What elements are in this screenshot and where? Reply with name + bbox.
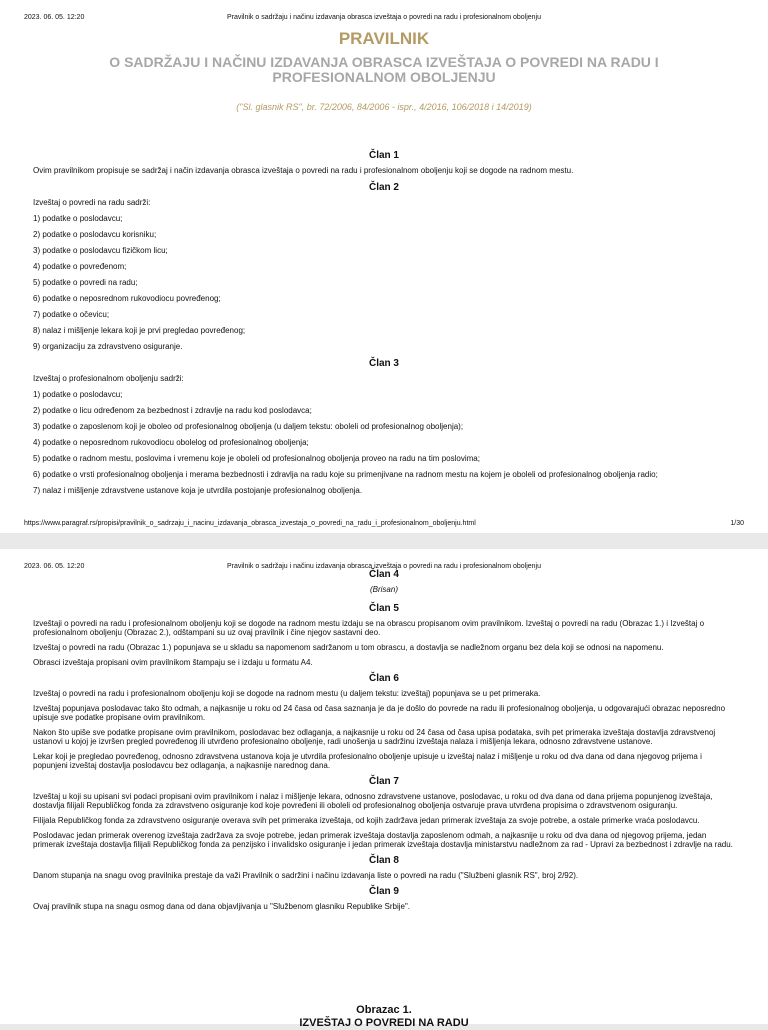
article-paragraph: Ovim pravilnikom propisuje se sadržaj i način izdavanja obrasca izveštaja o povredi na radu i profesionalnom oboljenju koji se dogode na radnom mestu. bbox=[33, 166, 574, 175]
article-heading: Član 8 bbox=[368, 855, 399, 866]
source-url-link[interactable]: https://www.paragraf.rs/propisi/pravilnik_o_sadrzaju_i_nacinu_izdavanja_obrasca_izvestaja_o_povredi_na_radu_i_profesionalnom_oboljenju.html bbox=[24, 520, 476, 527]
article-paragraph: Filijala Republičkog fonda za zdravstveno osiguranje overava svih pet primeraka izveštaja, od kojih zadržava jedan primerak izveštaja za svoje potrebe, a ostale primerke vraća poslodavcu. bbox=[33, 816, 700, 825]
document-title: PRAVILNIK bbox=[338, 29, 430, 48]
article-paragraph: Obrasci izveštaja propisani ovim pravilnikom štampaju se i izdaju u formatu A4. bbox=[33, 658, 313, 667]
article-heading: Član 3 bbox=[368, 358, 399, 369]
page-footer bbox=[24, 519, 744, 529]
list-item: 4) podatke o neposrednom rukovodiocu obolelog od profesionalnog oboljenja; bbox=[33, 438, 309, 447]
article-paragraph: Izveštaj o povredi na radu (Obrazac 1.) popunjava se u skladu sa napomenom sadržanom u tom obrascu, a dostavlja se nadležnom organu bez dela koji se odnosi na napomenu. bbox=[33, 643, 664, 652]
page-number: 1/30 bbox=[730, 520, 744, 527]
page2-content bbox=[33, 569, 735, 917]
article-paragraph: Izveštaj u koji su upisani svi podaci propisani ovim pravilnikom i nalaz i mišljenje lekara, odnosno zdravstvene ustanove, poslodavac, u roku od dva dana od dana prijema popunjenog izveštaja, dostavlja filijali Republičkog fonda za zdravstveno osiguranje kod koje povređeni ili oboleli od profesionalnog oboljenja ostvaruje prava utvrđena propisima o zdravstvenom osiguranju. bbox=[33, 792, 713, 810]
list-item: 3) podatke o zaposlenom koji je oboleo od profesionalnog oboljenja (u daljem tekstu: oboleli od profesionalnog oboljenja); bbox=[33, 422, 464, 431]
list-item: 6) podatke o neposrednom rukovodiocu povređenog; bbox=[33, 294, 221, 303]
article-note: (Brisan) bbox=[369, 585, 398, 594]
list-item: 7) podatke o očevicu; bbox=[33, 310, 110, 319]
article-paragraph: Izveštaj popunjava poslodavac tako što odmah, a najkasnije u roku od 24 časa od časa saznanja je da je došlo do povrede na radu ili profesionalnog oboljenja, u odgovarajući obrazac neposredno upisuje sve podatke propisane ovim pravilnikom. bbox=[33, 704, 726, 722]
list-intro: Izveštaj o profesionalnom oboljenju sadrži: bbox=[33, 374, 184, 383]
list-item: 3) podatke o poslodavcu fizičkom licu; bbox=[33, 246, 168, 255]
article-heading: Član 2 bbox=[368, 182, 399, 193]
document-subtitle: O SADRŽAJU I NAČINU IZDAVANJA OBRASCA IZVEŠTAJA O POVREDI NA RADU I PROFESIONALNOM OBOLJENJU bbox=[109, 54, 659, 85]
article-heading: Član 5 bbox=[368, 603, 399, 614]
article-heading: Član 9 bbox=[368, 886, 399, 897]
list-item: 5) podatke o radnom mestu, poslovima i vremenu koje je oboleli od profesionalnog oboljenja proveo na radu na tim poslovima; bbox=[33, 454, 480, 463]
article-paragraph: Izveštaj o povredi na radu i profesionalnom oboljenju koji se dogode na radnom mestu (u daljem tekstu: izveštaj) popunjava se u pet primeraka. bbox=[33, 689, 541, 698]
article-paragraph: Danom stupanja na snagu ovog pravilnika prestaje da važi Pravilnik o sadržini i načinu izdavanja liste o povredi na radu ("Službeni glasnik RS", broj 2/92). bbox=[33, 871, 579, 880]
list-item: 1) podatke o poslodavcu; bbox=[33, 390, 123, 399]
article-paragraph: Izveštaji o povredi na radu i profesionalnom oboljenju koji se dogode na radnom mestu izdaju se na obrascu propisanom ovim pravilnikom. Izveštaj o povredi na radu (Obrazac 1.) i Izveštaj o profesionalnom oboljenju (Obrazac 2.), odštampani su uz ovaj pravilnik i čine njegov sastavni deo. bbox=[33, 619, 705, 637]
article-paragraph: Lekar koji je pregledao povređenog, odnosno zdravstvena ustanova koja je utvrdila profesionalno oboljenje upisuje u izveštaj nalaz i mišljenje u roku od dva dana od dana njegovog prijema i popunjeni izveštaj dostavlja poslodavcu bez odlaganja, a najkasnije narednog dana. bbox=[33, 752, 702, 770]
article-heading: Član 1 bbox=[368, 150, 399, 161]
article-heading: Član 6 bbox=[368, 673, 399, 684]
list-item: 5) podatke o povredi na radu; bbox=[33, 278, 138, 287]
article-heading: Član 7 bbox=[368, 776, 399, 787]
list-item: 8) nalaz i mišljenje lekara koji je prvi pregledao povređenog; bbox=[33, 326, 246, 335]
list-item: 7) nalaz i mišljenje zdravstvene ustanove koja je utvrdila postojanje profesionalnog oboljenja. bbox=[33, 486, 363, 495]
list-item: 9) organizaciju za zdravstveno osiguranje. bbox=[33, 342, 183, 351]
article-paragraph: Nakon što upiše sve podatke propisane ovim pravilnikom, poslodavac bez odlaganja, a najkasnije u roku od 24 časa od časa upisa podataka, svih pet primeraka izveštaja dostavlja zdravstvenoj ustanovi u kojoj je izvršen pregled povređenog ili utvrđeno profesionalno oboljenje, radi unošenja u sadržinu izveštaja nalaza i mišljenja lekara, odnosno zdravstvene ustanove. bbox=[33, 728, 716, 746]
list-item: 2) podatke o licu određenom za bezbednost i zdravlje na radu kod poslodavca; bbox=[33, 406, 312, 415]
header-date: 2023. 06. 05. 12:20 bbox=[24, 14, 85, 21]
header-title: Pravilnik o sadržaju i načinu izdavanja obrasca izveštaja o povredi na radu i profesionalnom oboljenju bbox=[226, 563, 541, 570]
list-item: 4) podatke o povređenom; bbox=[33, 262, 127, 271]
article-paragraph: Poslodavac jedan primerak overenog izveštaja zadržava za svoje potrebe, jedan primerak izveštaja dostavlja zaposlenom odmah, a najkasnije u roku od dva dana od njegovog prijema, jedan primerak izveštaja dostavlja filijali Republičkog fonda za penzijsko i invalidsko osiguranje i jedan primerak izveštaja dostavlja ministarstvu nadležnom za rad - Upravi za bezbednost i zdravlje na radu. bbox=[33, 831, 733, 849]
list-item: 6) podatke o vrsti profesionalnog oboljenja i merama bezbednosti i zdravlja na radu koje su primenjivane na radnom mestu na kojem je oboleli od profesionalnog oboljenja radio; bbox=[33, 470, 658, 479]
list-intro: Izveštaj o povredi na radu sadrži: bbox=[33, 198, 151, 207]
form-title: Obrazac 1. bbox=[356, 1004, 412, 1016]
header-date: 2023. 06. 05. 12:20 bbox=[24, 563, 85, 570]
list-item: 1) podatke o poslodavcu; bbox=[33, 214, 123, 223]
page-header bbox=[24, 13, 744, 23]
form-subtitle: IZVEŠTAJ O POVREDI NA RADU bbox=[299, 1017, 469, 1029]
page1-content bbox=[33, 150, 735, 502]
gazette-reference: ("Sl. glasnik RS", br. 72/2006, 84/2006 - ispr., 4/2016, 106/2018 i 14/2019) bbox=[236, 102, 532, 112]
header-title: Pravilnik o sadržaju i načinu izdavanja obrasca izveštaja o povredi na radu i profesionalnom oboljenju bbox=[226, 14, 541, 21]
list-item: 2) podatke o poslodavcu korisniku; bbox=[33, 230, 157, 239]
article-heading: Član 4 bbox=[368, 569, 399, 580]
article-paragraph: Ovaj pravilnik stupa na snagu osmog dana od dana objavljivanja u "Službenom glasniku Republike Srbije". bbox=[33, 902, 411, 911]
